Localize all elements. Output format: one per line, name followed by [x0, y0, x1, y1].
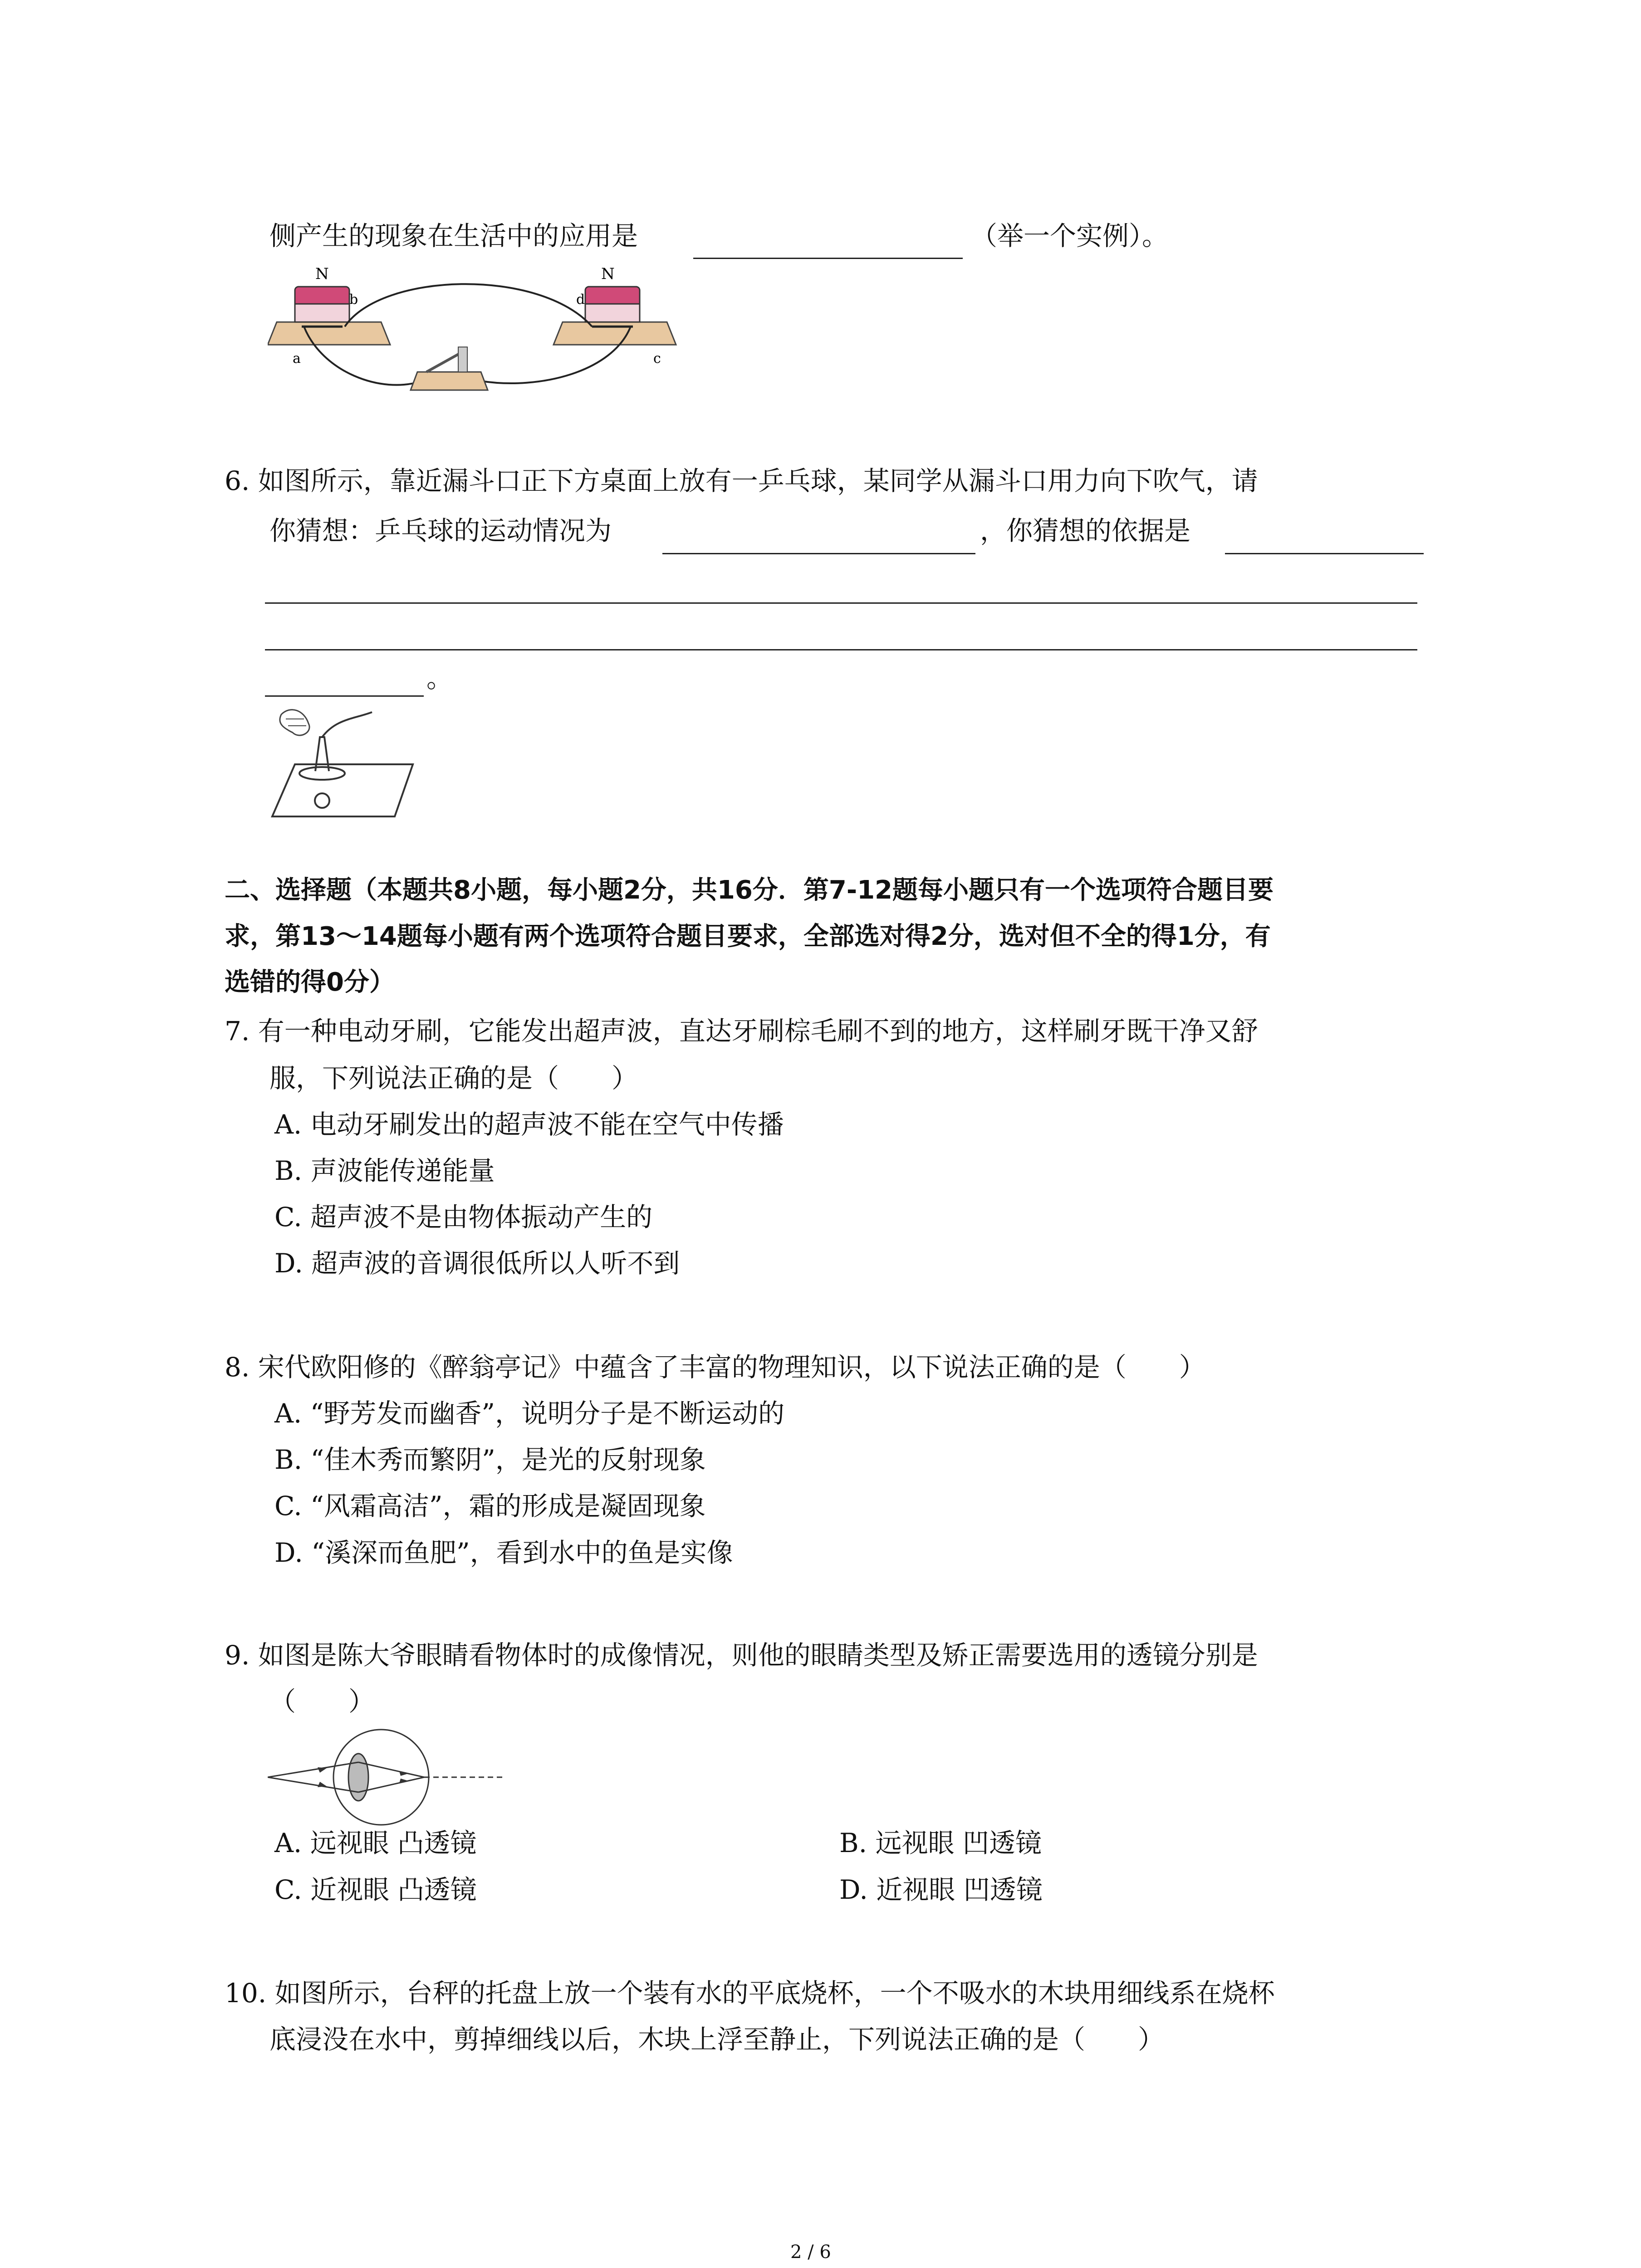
q6-motion-blank[interactable] [662, 553, 975, 554]
q6-reason-blank-1[interactable] [1225, 553, 1424, 554]
q5-line-start: 侧产生的现象在生活中的应用是 [269, 220, 638, 251]
q9-line2: （ ） [269, 1686, 375, 1717]
q5-circuit-figure [268, 259, 685, 408]
q6-reason-blank-2[interactable] [265, 602, 1417, 604]
q6-funnel-figure [268, 701, 417, 819]
section2-line3: 选错的得0分） [225, 968, 395, 997]
q8-option-b[interactable]: B. “佳木秀而繁阴”，是光的反射现象 [274, 1444, 706, 1475]
q10-line2: 底浸没在水中，剪掉细线以后，木块上浮至静止，下列说法正确的是（ ） [269, 2024, 1165, 2055]
label-b: b [349, 292, 358, 308]
label-c: c [653, 351, 661, 367]
q7-option-a[interactable]: A. 电动牙刷发出的超声波不能在空气中传播 [274, 1109, 784, 1140]
page-number: 2 / 6 [790, 2242, 831, 2263]
section2-line1: 二、选择题（本题共8小题，每小题2分，共16分．第7-12题每小题只有一个选项符合题目要 [225, 875, 1274, 905]
q9-option-a[interactable]: A. 远视眼 凸透镜 [274, 1828, 477, 1858]
q7-option-b[interactable]: B. 声波能传递能量 [274, 1155, 495, 1186]
q7-option-c[interactable]: C. 超声波不是由物体振动产生的 [274, 1202, 653, 1232]
label-a: a [293, 351, 301, 367]
q8-line1: 8. 宋代欧阳修的《醉翁亭记》中蕴含了丰富的物理知识，以下说法正确的是（ ） [225, 1352, 1205, 1383]
label-d: d [576, 292, 585, 308]
q6-line2-b: ，你猜想的依据是 [980, 515, 1191, 546]
q9-option-d[interactable]: D. 近视眼 凹透镜 [839, 1874, 1043, 1905]
q6-line2-a: 你猜想：乒乓球的运动情况为 [269, 515, 612, 546]
q6-reason-blank-3[interactable] [265, 649, 1417, 650]
q8-option-c[interactable]: C. “风霜高洁”，霜的形成是凝固现象 [274, 1491, 706, 1521]
q9-line1: 9. 如图是陈大爷眼睛看物体时的成像情况，则他的眼睛类型及矫正需要选用的透镜分别是 [225, 1640, 1258, 1671]
q7-option-d[interactable]: D. 超声波的音调很低所以人听不到 [274, 1248, 680, 1279]
q6-line1: 6. 如图所示，靠近漏斗口正下方桌面上放有一乒乓球，某同学从漏斗口用力向下吹气，请 [225, 465, 1258, 496]
q9-option-b[interactable]: B. 远视眼 凹透镜 [839, 1828, 1042, 1858]
q7-line1: 7. 有一种电动牙刷，它能发出超声波，直达牙刷棕毛刷不到的地方，这样刷牙既干净又舒 [225, 1016, 1258, 1046]
q8-option-d[interactable]: D. “溪深而鱼肥”，看到水中的鱼是实像 [274, 1537, 733, 1568]
q7-line2: 服，下列说法正确的是（ ） [269, 1063, 638, 1094]
q6-line5-end: 。 [426, 663, 453, 694]
q9-option-c[interactable]: C. 近视眼 凸透镜 [274, 1874, 477, 1905]
q5-answer-blank[interactable] [693, 258, 963, 259]
q10-line1: 10. 如图所示，台秤的托盘上放一个装有水的平底烧杯，一个不吸水的木块用细线系在烧杯 [225, 1978, 1275, 2009]
label-n-left: N [315, 265, 329, 283]
q6-reason-blank-4[interactable] [265, 695, 424, 697]
q8-option-a[interactable]: A. “野芳发而幽香”，说明分子是不断运动的 [274, 1398, 785, 1429]
q9-eye-diagram [268, 1724, 513, 1833]
label-n-right: N [601, 265, 615, 283]
q5-line-end: （举一个实例）。 [971, 220, 1169, 251]
section2-line2: 求，第13～14题每小题有两个选项符合题目要求，全部选对得2分，选对但不全的得1分，有 [225, 922, 1271, 951]
